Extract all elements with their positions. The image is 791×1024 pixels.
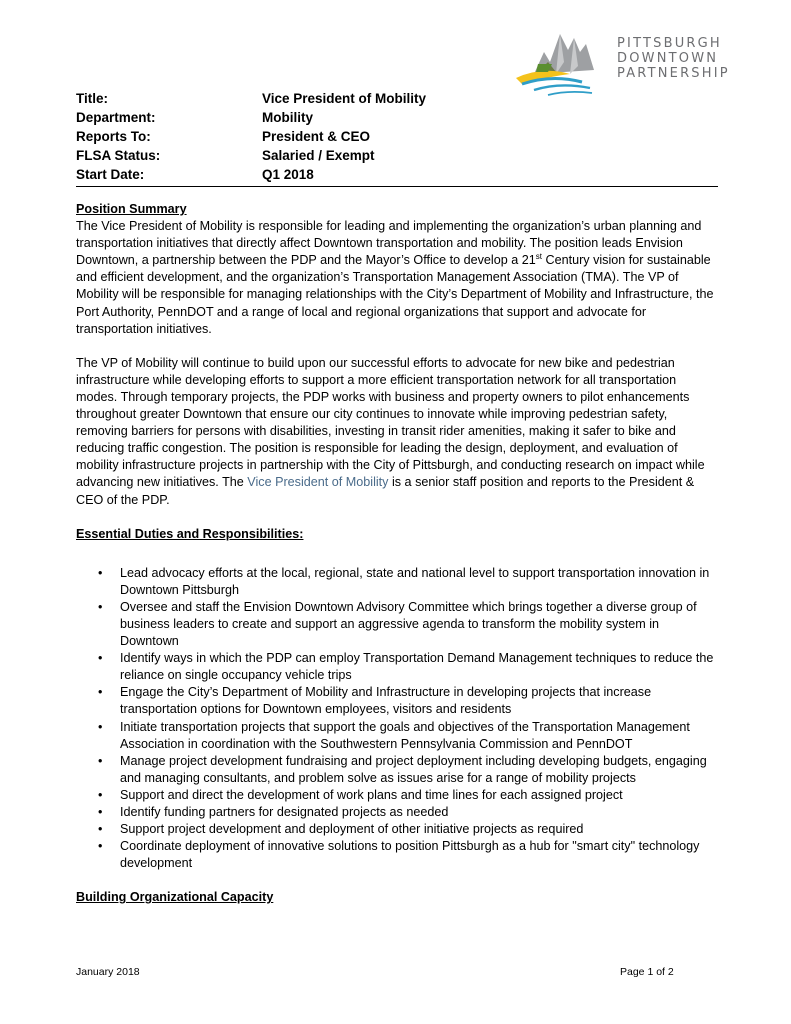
duties-list	[76, 565, 716, 873]
meta-label: FLSA Status:	[76, 148, 161, 163]
bullet-icon: •	[98, 599, 103, 614]
meta-label: Title:	[76, 91, 109, 106]
bullet-icon: •	[98, 753, 103, 768]
meta-label: Reports To:	[76, 129, 151, 144]
summary-paragraph-1	[76, 218, 716, 338]
list-item	[76, 804, 716, 821]
duty-text: Lead advocacy efforts at the local, regional, state and national level to support transportation innovation in Downtown Pittsburgh	[120, 565, 710, 597]
duties-heading: Essential Duties and Responsibilities:	[76, 526, 304, 541]
meta-row-department	[76, 108, 716, 127]
list-item	[76, 650, 716, 684]
logo-line-1: PITTSBURGH	[617, 36, 722, 51]
meta-value: Vice President of Mobility	[262, 91, 427, 106]
footer-date: January 2018	[76, 966, 140, 978]
paragraph-spacer	[76, 509, 716, 526]
bullet-icon: •	[98, 565, 103, 580]
meta-value: Mobility	[262, 110, 313, 125]
meta-value: Q1 2018	[262, 167, 314, 182]
paragraph-spacer	[76, 338, 716, 355]
position-summary-heading: Position Summary	[76, 202, 187, 216]
list-item	[76, 838, 716, 872]
meta-row-title	[76, 89, 716, 108]
list-item	[76, 821, 716, 838]
bullet-icon: •	[98, 651, 103, 666]
logo-line-3: PARTNERSHIP	[617, 66, 730, 81]
bullet-icon: •	[98, 839, 103, 854]
job-meta-table	[76, 89, 716, 184]
duty-text: Support and direct the development of work plans and time lines for each assigned project	[120, 787, 623, 802]
bullet-icon: •	[98, 719, 103, 734]
meta-label: Department:	[76, 110, 156, 125]
duty-text: Initiate transportation projects that support the goals and objectives of the Transportation Management Association in coordination with the Southwestern Pennsylvania Commission and PennDOT	[120, 719, 690, 751]
meta-value: President & CEO	[262, 129, 371, 144]
list-item	[76, 565, 716, 599]
meta-value: Salaried / Exempt	[262, 148, 375, 163]
duty-text: Support project development and deployment of other initiative projects as required	[120, 822, 584, 837]
ordinal-suffix: st	[535, 252, 542, 262]
logo-wordmark	[617, 36, 730, 81]
summary-p2-text-b: is a senior staff position and reports to the President & CEO of the PDP.	[76, 475, 695, 507]
summary-p2-text-a: The VP of Mobility will continue to build upon our successful efforts to advocate for new bike and pedestrian infrastructure while developing efforts to support a more efficient transportation network for all transportation modes. Through temporary projects, the PDP works with business and property owners to pilot enhancements throughout greater Downtown that ensure our city continues to innovate while improving pedestrian safety, removing barriers for persons with disabilities, investing in transit rider amenities, making it safer to bike and reducing traffic congestion. The position is responsible for leading the design, deployment, and evaluation of mobility infrastructure projects in partnership with the City of Pittsburgh, and conducting research on impact while advancing new initiatives. The	[76, 355, 705, 490]
header-divider	[76, 186, 718, 187]
document-body	[76, 201, 716, 906]
list-item	[76, 684, 716, 718]
bullet-icon: •	[98, 787, 103, 802]
meta-label: Start Date:	[76, 167, 145, 182]
bullet-icon: •	[98, 822, 103, 837]
section-spacer	[76, 543, 716, 565]
duty-text: Identify funding partners for designated projects as needed	[120, 805, 449, 819]
summary-paragraph-2	[76, 355, 716, 509]
section-spacer	[76, 872, 716, 889]
duty-text: Identify ways in which the PDP can employ Transportation Demand Management techniques to reduce the reliance on single occupancy vehicle trips	[120, 651, 714, 683]
duty-text: Engage the City’s Department of Mobility and Infrastructure in developing projects that increase transportation options for Downtown employees, visitors and residents	[120, 685, 652, 717]
logo-line-2: DOWNTOWN	[617, 51, 719, 66]
bullet-icon: •	[98, 685, 103, 700]
list-item	[76, 787, 716, 804]
list-item	[76, 719, 716, 753]
footer-page-number: Page 1 of 2	[620, 966, 674, 978]
meta-row-reports-to	[76, 127, 716, 146]
bullet-icon: •	[98, 805, 103, 819]
list-item	[76, 599, 716, 650]
vp-mobility-reference: Vice President of Mobility	[247, 475, 389, 490]
summary-p1-text-b: Century vision for sustainable and efficient development, and the organization’s Transportation Management Association (TMA). The VP of Mobility will be responsible for managing relationships with the City’s Department of Mobility and Infrastructure, the Port Authority, PennDOT and a range of local and regional organizations that support and advocate for transportation initiatives.	[76, 253, 714, 336]
duty-text: Oversee and staff the Envision Downtown Advisory Committee which brings together a diverse group of business leaders to create and support an aggressive agenda to transform the mobility system in Downtown	[120, 599, 697, 649]
list-item	[76, 753, 716, 787]
summary-p1-text-a: The Vice President of Mobility is responsible for leading and implementing the organization’s urban planning and transportation initiatives that directly affect Downtown transportation and mobility. The position leads Envision Downtown, a partnership between the PDP and the Mayor’s Office to develop a 21	[76, 219, 702, 268]
duty-text: Coordinate deployment of innovative solutions to position Pittsburgh as a hub for "smart city" technology development	[120, 839, 700, 871]
duty-text: Manage project development fundraising and project deployment including developing budgets, engaging and managing consultants, and problem solve as issues arise for a range of mobility projects	[120, 753, 707, 785]
capacity-heading: Building Organizational Capacity	[76, 890, 274, 905]
meta-row-start-date	[76, 165, 716, 184]
meta-row-flsa-status	[76, 146, 716, 165]
